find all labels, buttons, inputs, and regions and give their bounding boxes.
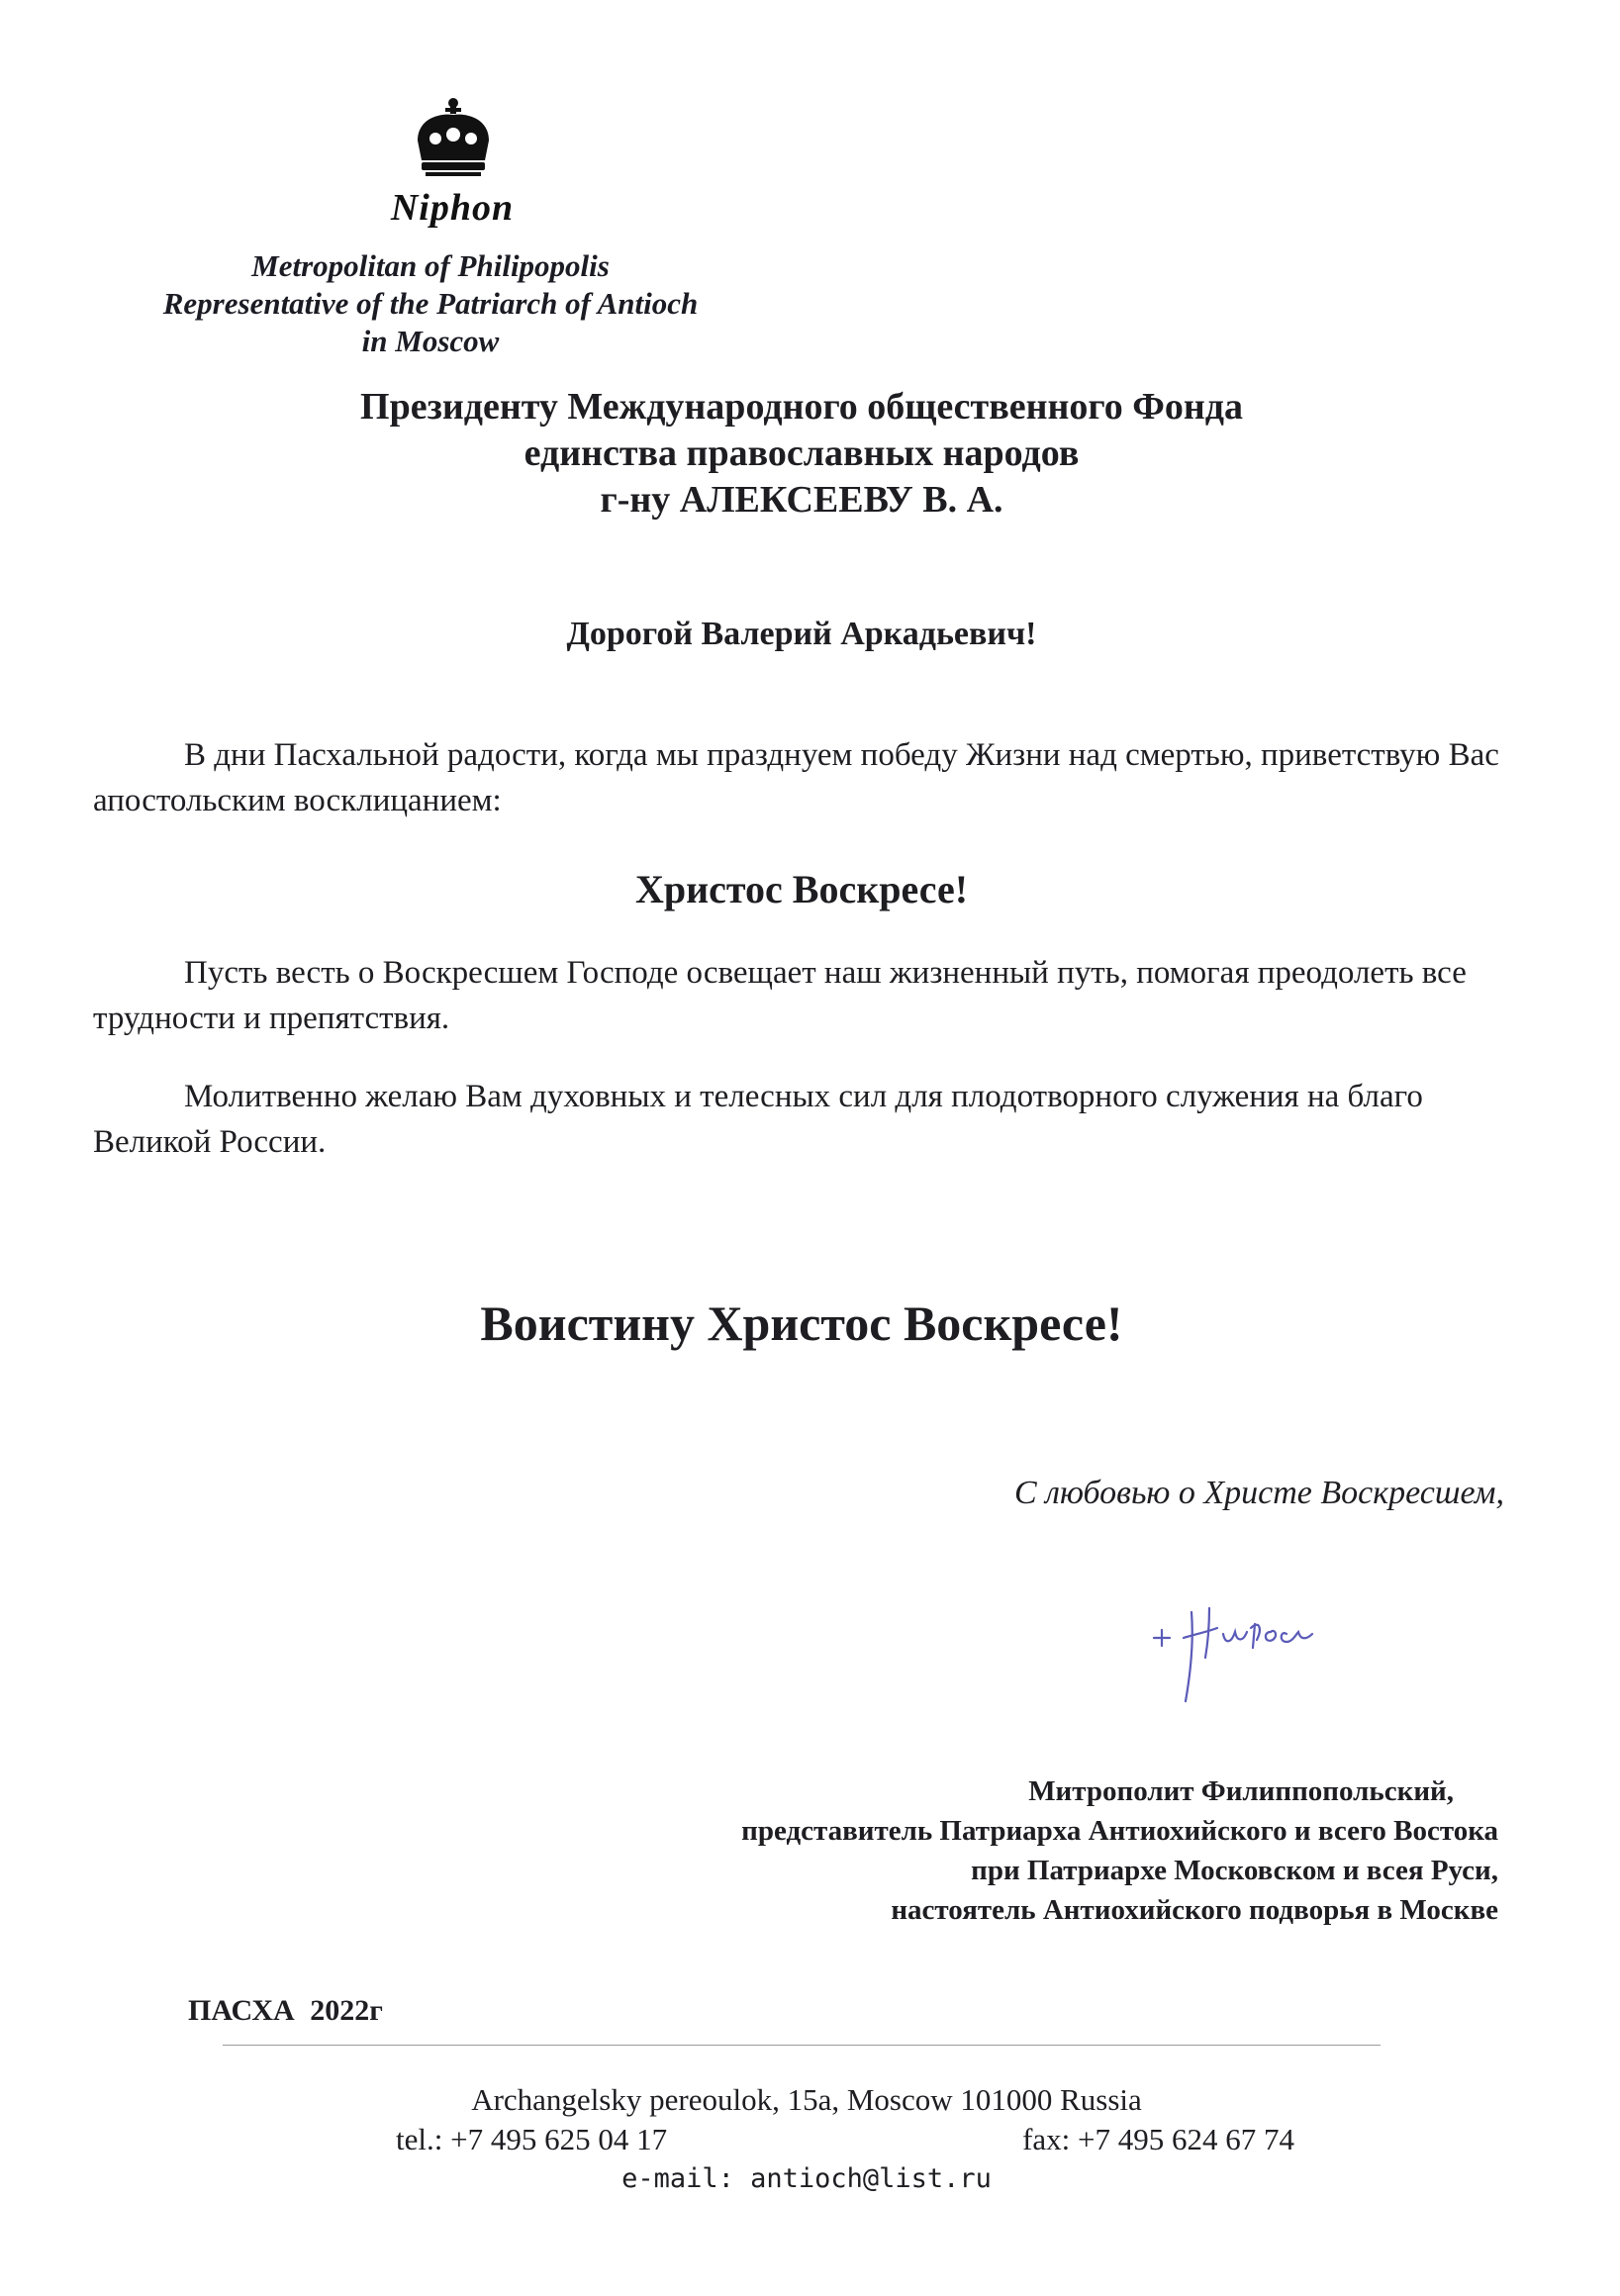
salutation: Дорогой Валерий Аркадьевич!: [566, 616, 1037, 652]
letterhead-title: [119, 247, 742, 360]
addressee-block: [198, 384, 1405, 524]
footer-email: e-mail: antioch@list.ru: [621, 2163, 992, 2194]
paragraph-3: [93, 1074, 1518, 1165]
footer-fax: fax: +7 495 624 67 74: [1022, 2122, 1294, 2156]
letterhead-line: Metropolitan of Philipopolis: [251, 248, 610, 283]
letterhead-name: Niphon: [390, 187, 515, 229]
footer-phone-row: [297, 2120, 1316, 2159]
signoff-line: Митрополит Филиппопольский,: [1028, 1775, 1454, 1807]
easter-greeting: Христос Воскресе!: [634, 867, 969, 911]
letterhead-line: Representative of the Patriarch of Antioch: [162, 286, 699, 321]
paragraph-text: В дни Пасхальной радости, когда мы празднуем победу Жизни над смертью, приветствую Вас апостольским восклицанием:: [93, 737, 1499, 818]
addressee-line: единства православных народов: [524, 432, 1080, 474]
footer-contacts: [297, 2080, 1316, 2199]
addressee-line: г-ну АЛЕКСЕЕВУ В. А.: [600, 479, 1003, 521]
signature-image: [1148, 1598, 1336, 1707]
footer-address: Archangelsky pereoulok, 15a, Moscow 101000 Russia: [471, 2082, 1142, 2117]
letter-date: ПАСХА 2022г: [188, 1994, 383, 2027]
addressee-line: Президенту Международного общественного Фонда: [360, 386, 1243, 428]
paragraph-2: [93, 950, 1518, 1041]
footer-tel: tel.: +7 495 625 04 17: [396, 2122, 668, 2156]
crown-icon: [408, 95, 499, 186]
footer-divider: [223, 2045, 1381, 2046]
signoff-line: при Патриархе Московском и всея Руси,: [971, 1855, 1498, 1886]
letterhead-line: in Moscow: [361, 324, 500, 358]
signoff-block: [495, 1771, 1498, 1930]
paragraph-text: Пусть весть о Воскресшем Господе освещает наш жизненный путь, помогая преодолеть все трудности и препятствия.: [93, 955, 1467, 1036]
paragraph-1: [93, 732, 1518, 823]
easter-response: Воистину Христос Воскресе!: [480, 1295, 1123, 1351]
paragraph-text: Молитвенно желаю Вам духовных и телесных сил для плодотворного служения на благо Великой России.: [93, 1079, 1423, 1160]
signoff-line: настоятель Антиохийского подворья в Москве: [891, 1894, 1498, 1926]
closing-phrase: С любовью о Христе Воскресшем,: [1014, 1475, 1504, 1511]
signoff-line: представитель Патриарха Антиохийского и всего Востока: [741, 1815, 1498, 1847]
